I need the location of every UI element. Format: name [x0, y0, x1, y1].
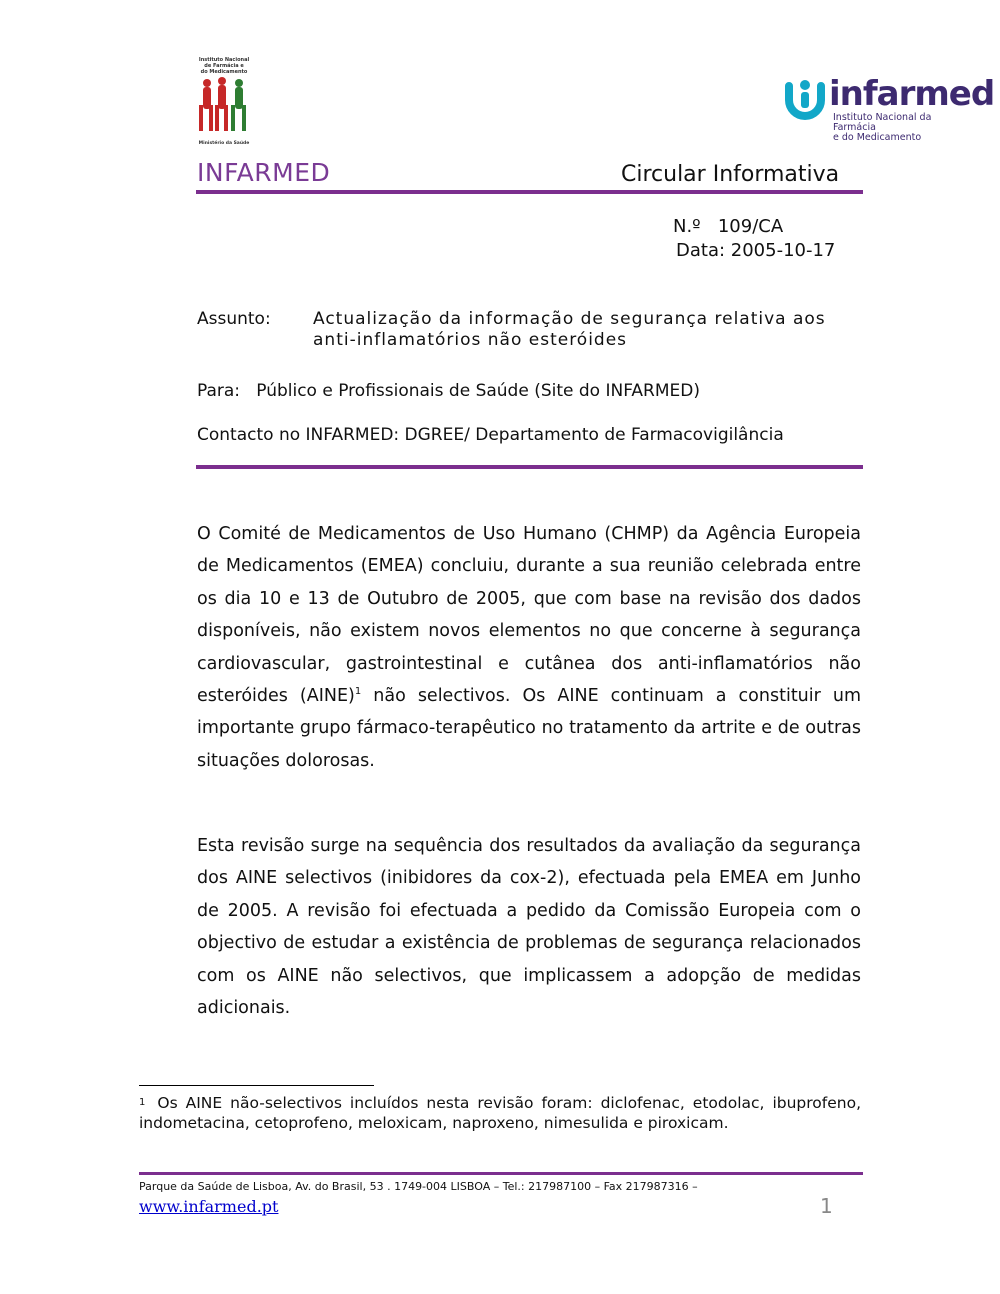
website-link[interactable]: www.infarmed.pt — [139, 1197, 279, 1216]
brand-subtitle-line: Instituto Nacional da Farmácia — [833, 112, 932, 133]
figures-emblem-icon — [193, 75, 255, 137]
logo-caption-line: Instituto Nacional — [198, 57, 250, 63]
logo-caption-line: de Farmácia e — [204, 63, 244, 69]
footnote-reference[interactable]: 1 — [354, 686, 362, 698]
meta-divider — [196, 465, 863, 469]
logo-caption-bottom: Ministério da Saúde — [198, 141, 250, 146]
circular-number: N.º 109/CA — [673, 216, 784, 237]
subject-line: anti-inflamatórios não esteróides — [313, 330, 628, 350]
paragraph-1 — [197, 518, 861, 777]
document-type: Circular Informativa — [621, 162, 840, 187]
footnote-text: Os AINE não-selectivos incluídos nesta revisão foram: diclofenac, etodolac, ibuprofeno, indometacina, cetoprofeno, meloxicam, naproxeno, nimesulida e piroxicam. — [139, 1094, 861, 1132]
footnote-divider — [139, 1085, 374, 1086]
footnote-mark: 1 — [139, 1097, 146, 1108]
header-divider — [196, 190, 863, 194]
footnote — [139, 1093, 861, 1133]
subject-label: Assunto: — [197, 309, 271, 329]
paragraph-text: O Comité de Medicamentos de Uso Humano (CHMP) da Agência Europeia de Medicamentos (EMEA) concluiu, durante a sua reunião celebrada entre os dia 10 e 13 de Outubro de 2005, que com base na revisão dos dados disponíveis, não existem novos elementos no que concerne à segurança cardiovascular, gastrointestinal e cutânea dos anti-inflamatórios não esteróides (AINE) — [197, 524, 861, 707]
brand-subtitle — [833, 113, 960, 143]
organization-title: INFARMED — [197, 158, 331, 187]
contact-line: Contacto no INFARMED: DGREE/ Departamento de Farmacovigilância — [197, 425, 784, 445]
brand-subtitle-line: e do Medicamento — [833, 132, 922, 143]
paragraph-text: não selectivos. Os AINE continuam a constituir um importante grupo fármaco-terapêutico no tratamento da artrite e de outras situações dolorosas. — [197, 686, 861, 771]
subject-text — [313, 309, 863, 351]
logo-caption-line: do Medicamento — [200, 69, 248, 75]
footer-divider — [139, 1172, 863, 1175]
infarmed-mark-icon — [785, 78, 827, 122]
brand-wordmark: infarmed — [829, 74, 995, 114]
infarmed-logo — [785, 74, 995, 143]
audience-line: Para: Público e Profissionais de Saúde (Site do INFARMED) — [197, 381, 701, 401]
logo-caption-top — [193, 57, 255, 75]
subject-line: Actualização da informação de segurança relativa aos — [313, 309, 826, 329]
footer-address: Parque da Saúde de Lisboa, Av. do Brasil, 53 . 1749-004 LISBOA – Tel.: 217987100 – Fax 217987316 – — [139, 1180, 698, 1193]
page-number: 1 — [820, 1194, 833, 1218]
paragraph-2: Esta revisão surge na sequência dos resultados da avaliação da segurança dos AINE selectivos (inibidores da cox-2), efectuada pela EMEA em Junho de 2005. A revisão foi efectuada a pedido da Comissão Europeia com o objectivo de estudar a existência de problemas de segurança relacionados com os AINE não selectivos, que implicassem a adopção de medidas adicionais. — [197, 836, 861, 1019]
circular-date: Data: 2005-10-17 — [676, 240, 836, 261]
ministry-logo — [193, 57, 255, 146]
